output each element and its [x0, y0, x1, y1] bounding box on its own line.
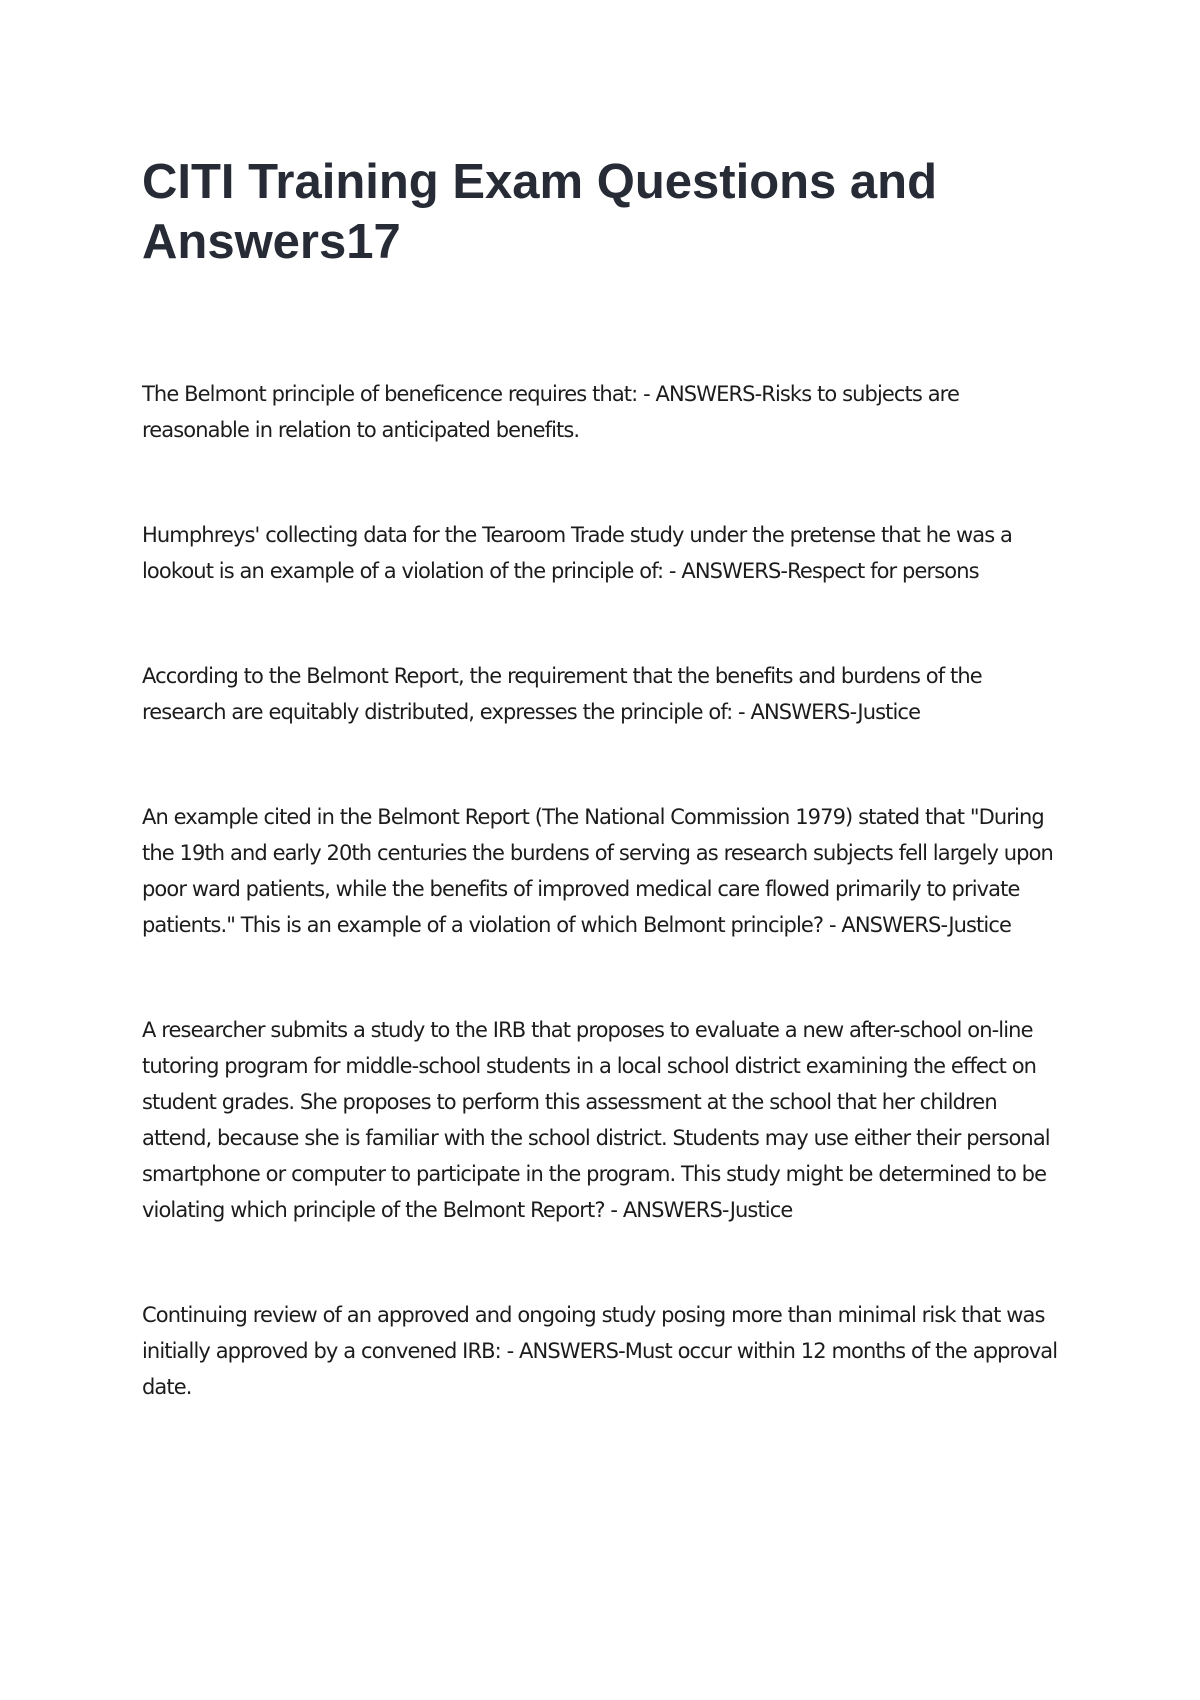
document-title: CITI Training Exam Questions and Answers17	[142, 155, 938, 269]
question-answer-item: The Belmont principle of beneficence requires that: - ANSWERS-Risks to subjects are reasonable in relation to anticipated benefits.	[142, 382, 959, 442]
question-answer-list	[142, 376, 1062, 1474]
question-answer-item: Continuing review of an approved and ongoing study posing more than minimal risk that was initially approved by a convened IRB: - ANSWERS-Must occur within 12 months of the approval date.	[142, 1303, 1058, 1399]
question-answer-item: An example cited in the Belmont Report (The National Commission 1979) stated that "During the 19th and early 20th centuries the burdens of serving as research subjects fell largely upon poor ward patients, while the benefits of improved medical care flowed primarily to private patients." This is an example of a violation of which Belmont principle? - ANSWERS-Justice	[142, 805, 1053, 937]
question-answer-item: Humphreys' collecting data for the Tearoom Trade study under the pretense that he was a lookout is an example of a violation of the principle of: - ANSWERS-Respect for persons	[142, 523, 1013, 583]
question-answer-item: According to the Belmont Report, the requirement that the benefits and burdens of the research are equitably distributed, expresses the principle of: - ANSWERS-Justice	[142, 664, 982, 724]
question-answer-item: A researcher submits a study to the IRB that proposes to evaluate a new after-school on-line tutoring program for middle-school students in a local school district examining the effect on student grades. She proposes to perform this assessment at the school that her children attend, because she is familiar with the school district. Students may use either their personal smartphone or computer to participate in the program. This study might be determined to be violating which principle of the Belmont Report? - ANSWERS-Justice	[142, 1018, 1050, 1222]
